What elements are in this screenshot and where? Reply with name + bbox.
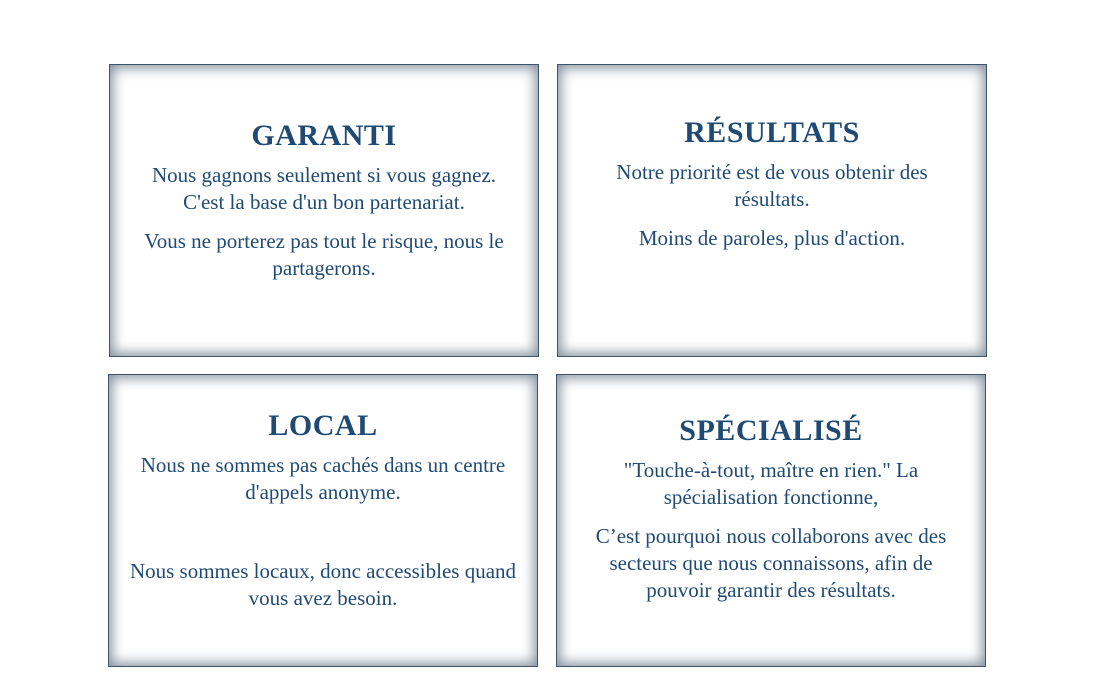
card-paragraph: "Touche-à-tout, maître en rien." La spécialisation fonctionne, xyxy=(623,458,919,509)
card-resultats xyxy=(557,64,987,357)
card-paragraph: C’est pourquoi nous collaborons avec des secteurs que nous connaissons, afin de pouvoir garantir des résultats. xyxy=(595,524,947,602)
card-title: SPÉCIALISÉ xyxy=(679,414,863,447)
card-paragraph: Nous gagnons seulement si vous gagnez. C'est la base d'un bon partenariat. xyxy=(151,163,497,214)
card-local xyxy=(108,374,538,667)
card-title: GARANTI xyxy=(251,119,397,152)
card-specialise xyxy=(556,374,986,667)
card-paragraph: Notre priorité est de vous obtenir des résultats. xyxy=(616,160,928,211)
card-paragraph: Moins de paroles, plus d'action. xyxy=(638,226,906,250)
card-paragraph: Nous ne sommes pas cachés dans un centre d'appels anonyme. xyxy=(140,453,506,504)
card-garanti xyxy=(109,64,539,357)
card-paragraph: Vous ne porterez pas tout le risque, nous le partagerons. xyxy=(144,229,504,280)
card-title: RÉSULTATS xyxy=(684,116,860,149)
card-paragraph: Nous sommes locaux, donc accessibles quand vous avez besoin. xyxy=(129,559,517,610)
card-title: LOCAL xyxy=(268,409,378,442)
